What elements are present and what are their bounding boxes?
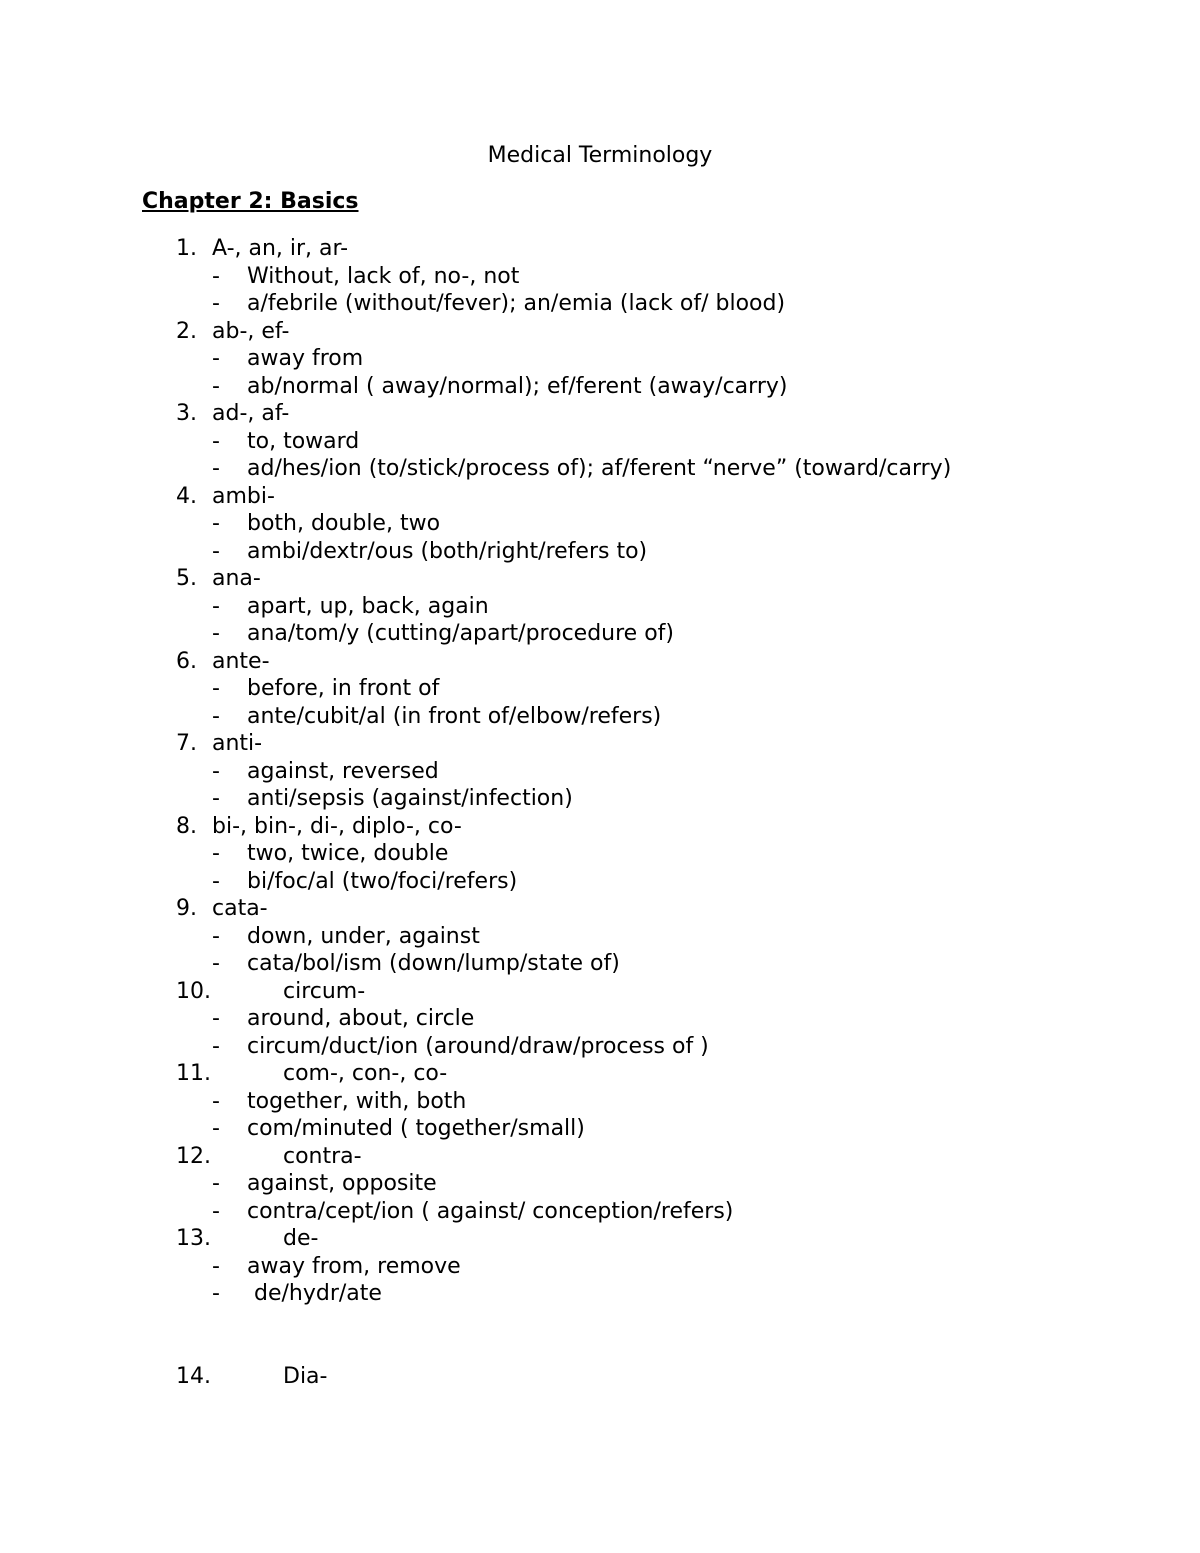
term-meaning: around, about, circle — [247, 1006, 475, 1031]
term-meaning: against, reversed — [247, 758, 439, 784]
bullet-dash: - — [212, 923, 220, 949]
bullet-dash: - — [212, 703, 220, 729]
blank-space — [0, 1308, 1200, 1363]
term-example: com/minuted ( together/small) — [247, 1116, 585, 1141]
term-example: ad/hes/ion (to/stick/process of); af/ferent “nerve” (toward/carry) — [247, 456, 952, 481]
term-prefix: contra- — [283, 1143, 362, 1169]
term-item — [0, 1363, 1200, 1391]
term-example: anti/sepsis (against/infection) — [247, 786, 573, 811]
term-meaning: apart, up, back, again — [247, 593, 489, 619]
term-item — [0, 978, 1200, 1061]
bullet-dash: - — [212, 786, 220, 811]
term-example: ante/cubit/al (in front of/elbow/refers) — [247, 703, 662, 729]
term-number: 2. — [176, 318, 197, 344]
term-prefix: A-, an, ir, ar- — [212, 236, 349, 261]
bullet-dash: - — [212, 1171, 220, 1196]
bullet-dash: - — [212, 1198, 220, 1224]
term-number: 14. — [176, 1363, 211, 1389]
bullet-dash: - — [212, 373, 220, 399]
bullet-dash: - — [212, 1033, 220, 1059]
term-example: circum/duct/ion (around/draw/process of ) — [247, 1033, 709, 1059]
term-example: cata/bol/ism (down/lump/state of) — [247, 951, 620, 976]
term-number: 4. — [176, 483, 197, 509]
term-prefix: ad-, af- — [212, 401, 290, 426]
bullet-dash: - — [212, 346, 220, 371]
term-meaning: to, toward — [247, 428, 360, 454]
bullet-dash: - — [212, 676, 220, 701]
term-meaning: against, opposite — [247, 1171, 437, 1196]
page-title: Medical Terminology — [487, 143, 713, 168]
term-prefix: ab-, ef- — [212, 318, 290, 344]
term-item — [0, 895, 1200, 978]
term-prefix: de- — [283, 1226, 319, 1251]
bullet-dash: - — [212, 456, 220, 481]
bullet-dash: - — [212, 1253, 220, 1279]
term-example: ambi/dextr/ous (both/right/refers to) — [247, 538, 648, 564]
term-item — [0, 813, 1200, 896]
bullet-dash: - — [212, 538, 220, 564]
chapter-heading: Chapter 2: Basics — [142, 189, 359, 214]
term-meaning: both, double, two — [247, 511, 441, 536]
bullet-dash: - — [212, 1281, 220, 1306]
term-number: 13. — [176, 1226, 211, 1251]
bullet-dash: - — [212, 868, 220, 894]
bullet-dash: - — [212, 1116, 220, 1141]
term-item — [0, 1143, 1200, 1226]
bullet-dash: - — [212, 511, 220, 536]
term-item — [0, 1225, 1200, 1308]
term-prefix: ambi- — [212, 483, 275, 509]
term-number: 5. — [176, 566, 197, 591]
term-number: 8. — [176, 813, 197, 839]
bullet-dash: - — [212, 291, 220, 316]
term-example: ana/tom/y (cutting/apart/procedure of) — [247, 621, 674, 646]
term-example: contra/cept/ion ( against/ conception/refers) — [247, 1198, 734, 1224]
bullet-dash: - — [212, 263, 220, 289]
term-prefix: cata- — [212, 896, 268, 921]
term-number: 9. — [176, 896, 197, 921]
term-example: de/hydr/ate — [247, 1281, 382, 1306]
term-number: 7. — [176, 731, 197, 756]
term-meaning: Without, lack of, no-, not — [247, 263, 520, 289]
term-item — [0, 730, 1200, 813]
term-meaning: before, in front of — [247, 676, 440, 701]
term-meaning: down, under, against — [247, 923, 480, 949]
term-item — [0, 318, 1200, 401]
term-example: ab/normal ( away/normal); ef/ferent (away/carry) — [247, 373, 788, 399]
term-prefix: anti- — [212, 731, 263, 756]
term-prefix: ana- — [212, 566, 261, 591]
bullet-dash: - — [212, 621, 220, 646]
term-item — [0, 648, 1200, 731]
term-number: 10. — [176, 978, 211, 1004]
term-item — [0, 483, 1200, 566]
term-meaning: away from, remove — [247, 1253, 461, 1279]
term-prefix: circum- — [283, 978, 366, 1004]
term-prefix: bi-, bin-, di-, diplo-, co- — [212, 813, 462, 839]
term-item — [0, 1060, 1200, 1143]
term-item — [0, 565, 1200, 648]
term-item — [0, 400, 1200, 483]
term-prefix: ante- — [212, 648, 270, 674]
term-meaning: two, twice, double — [247, 841, 449, 866]
bullet-dash: - — [212, 758, 220, 784]
term-number: 3. — [176, 401, 197, 426]
bullet-dash: - — [212, 1088, 220, 1114]
term-example: a/febrile (without/fever); an/emia (lack of/ blood) — [247, 291, 786, 316]
bullet-dash: - — [212, 1006, 220, 1031]
term-prefix: Dia- — [283, 1363, 328, 1389]
term-prefix: com-, con-, co- — [283, 1061, 448, 1086]
term-number: 11. — [176, 1061, 211, 1086]
bullet-dash: - — [212, 951, 220, 976]
bullet-dash: - — [212, 428, 220, 454]
bullet-dash: - — [212, 841, 220, 866]
term-example: bi/foc/al (two/foci/refers) — [247, 868, 518, 894]
term-meaning: away from — [247, 346, 364, 371]
term-list — [0, 235, 1200, 1390]
term-item — [0, 235, 1200, 318]
term-number: 6. — [176, 648, 197, 674]
term-meaning: together, with, both — [247, 1088, 467, 1114]
term-number: 12. — [176, 1143, 211, 1169]
term-number: 1. — [176, 236, 197, 261]
bullet-dash: - — [212, 593, 220, 619]
